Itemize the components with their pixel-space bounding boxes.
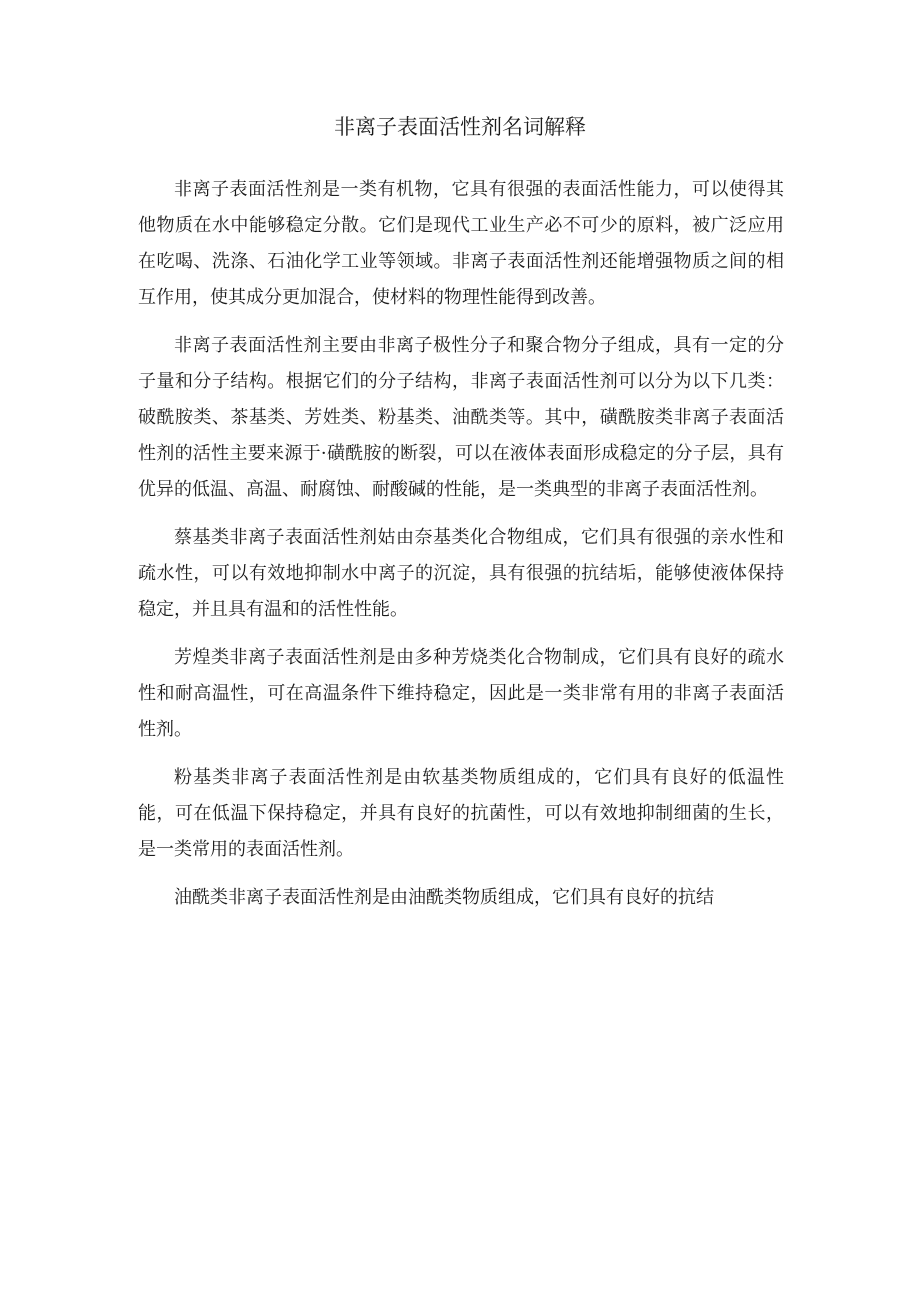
paragraph-definition: 非离子表面活性剂是一类有机物，它具有很强的表面活性能力，可以使得其他物质在水中能够稳定分散。它们是现代工业生产必不可少的原料，被广泛应用在吃喝、洗涤、石油化学工业等领域。非离子表面活性剂还能增强物质之间的相互作用，使其成分更加混合，使材料的物理性能得到改善。	[138, 179, 784, 308]
paragraph-oleoyl-type: 油酰类非离子表面活性剂是由油酰类物质组成，它们具有良好的抗结	[174, 887, 714, 908]
paragraph-classification: 非离子表面活性剂主要由非离子极性分子和聚合物分子组成，具有一定的分子量和分子结构。根据它们的分子结构，非离子表面活性剂可以分为以下几类：破酰胺类、茶基类、芳姓类、粉基类、油酰类等。其中，磺酰胺类非离子表面活性剂的活性主要来源于·磺酰胺的断裂，可以在液体表面形成稳定的分子层，具有优异的低温、高温、耐腐蚀、耐酸碱的性能，是一类典型的非离子表面活性剂。	[138, 335, 784, 500]
paragraph-aromatic-type: 芳煌类非离子表面活性剂是由多种芳烧类化合物制成，它们具有良好的疏水性和耐高温性，可在高温条件下维持稳定，因此是一类非常有用的非离子表面活性剂。	[138, 647, 784, 740]
paragraph-naphthyl-type: 蔡基类非离子表面活性剂姑由奈基类化合物组成，它们具有很强的亲水性和疏水性，可以有效地抑制水中离子的沉淀，具有很强的抗结垢，能够使液体保持稳定，并且具有温和的活性性能。	[138, 527, 784, 620]
document-body	[138, 172, 784, 928]
document-title: 非离子表面活性剂名词解释	[334, 115, 586, 139]
paragraph-powder-base-type: 粉基类非离子表面活性剂是由软基类物质组成的，它们具有良好的低温性能，可在低温下保持稳定，并具有良好的抗菌性，可以有效地抑制细菌的生长，是一类常用的表面活性剂。	[138, 767, 784, 860]
